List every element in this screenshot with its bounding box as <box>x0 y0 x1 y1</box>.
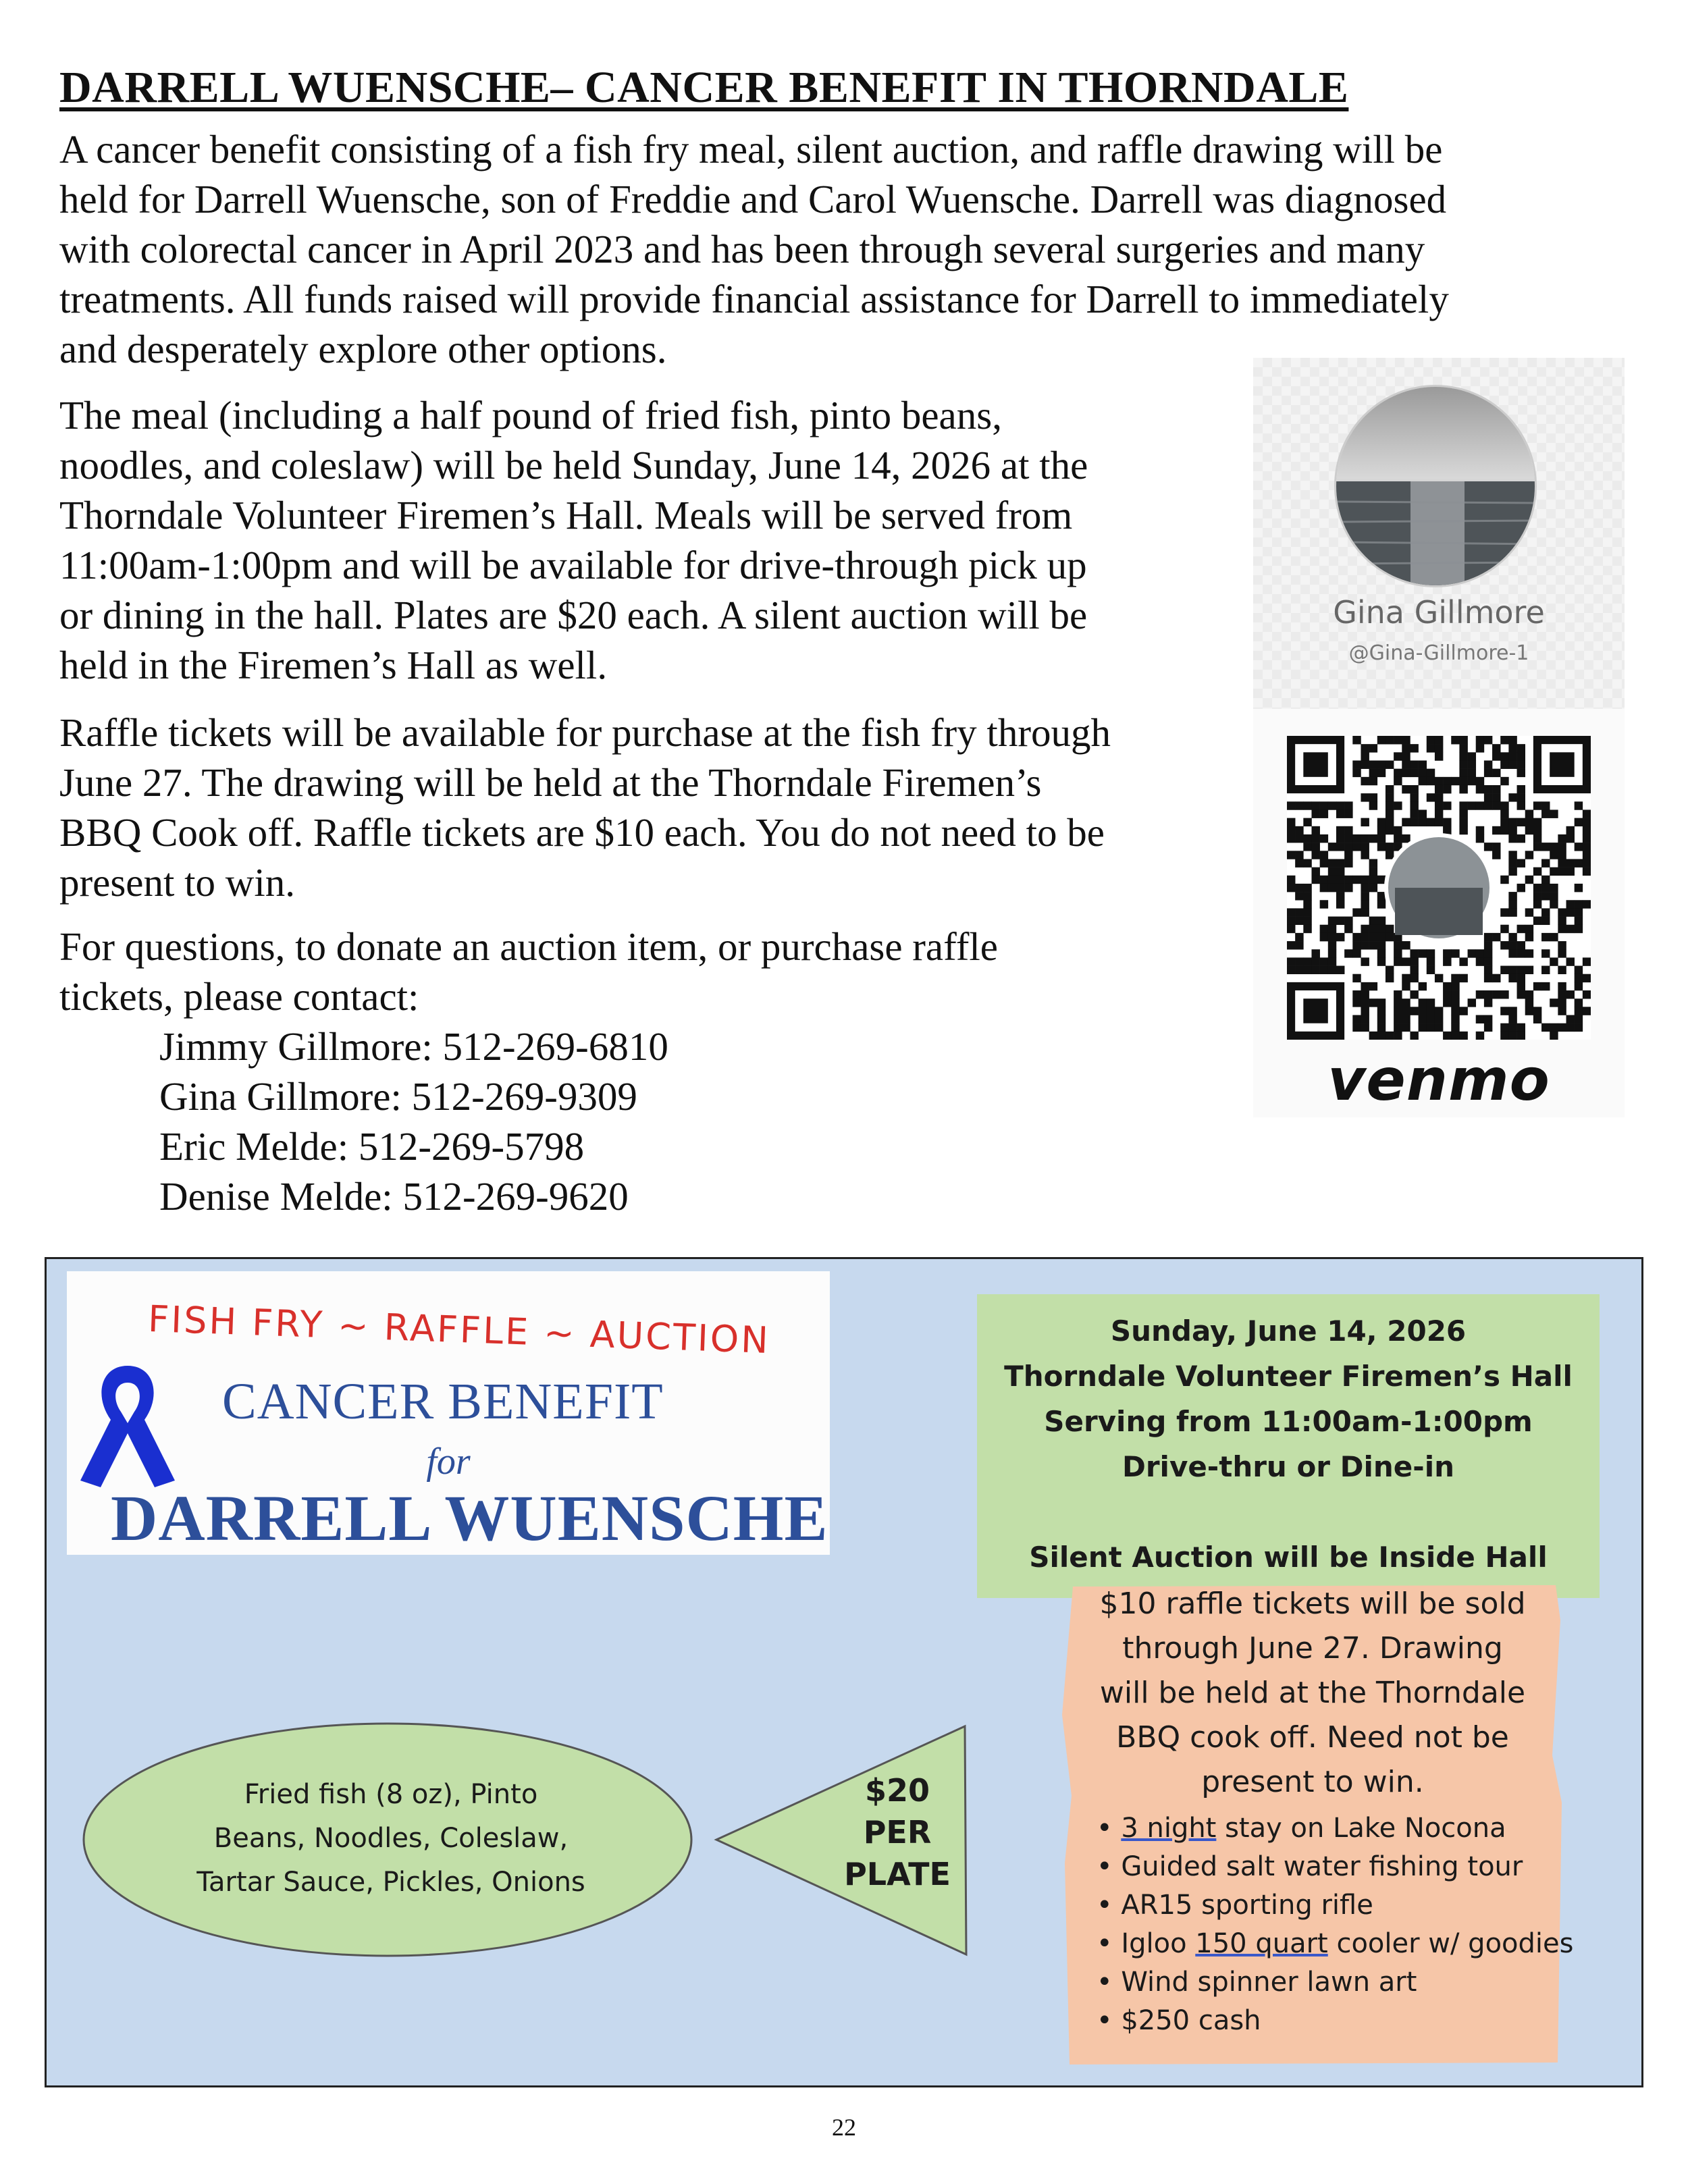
prize-text: Igloo <box>1121 1928 1196 1959</box>
article-title: DARRELL WUENSCHE– CANCER BENEFIT IN THORNDALE <box>59 63 1349 112</box>
contact-line: Denise Melde: 512-269-9620 <box>159 1174 629 1219</box>
contact-line: Eric Melde: 512-269-5798 <box>159 1124 585 1169</box>
prize-item: • AR15 sporting rifle <box>1097 1890 1373 1921</box>
price-line: $20 <box>864 1772 930 1809</box>
venmo-handle: @Gina-Gillmore-1 <box>1348 641 1529 665</box>
text-line: held in the Firemen’s Hall as well. <box>59 643 608 687</box>
menu-line: Fried fish (8 oz), Pinto <box>244 1779 538 1810</box>
contact-line: Jimmy Gillmore: 512-269-6810 <box>159 1024 668 1069</box>
page-number: 22 <box>832 2114 856 2141</box>
info-line: Sunday, June 14, 2026 <box>1110 1314 1467 1348</box>
text-line: The meal (including a half pound of fried fish, pinto beans, <box>59 393 1002 437</box>
raffle-line: $10 raffle tickets will be sold <box>1099 1587 1526 1621</box>
prize-item: • Wind spinner lawn art <box>1097 1967 1417 1998</box>
text-line: Thorndale Volunteer Firemen’s Hall. Meals will be served from <box>59 493 1073 537</box>
text-line: BBQ Cook off. Raffle tickets are $10 each. You do not need to be <box>59 810 1105 855</box>
prize-item: • $250 cash <box>1097 2005 1261 2036</box>
prize-text: cooler w/ goodies <box>1327 1928 1574 1959</box>
prize-item: • Guided salt water fishing tour <box>1097 1851 1523 1882</box>
text-line: noodles, and coleslaw) will be held Sunday, June 14, 2026 at the <box>59 443 1088 487</box>
prize-text: stay on Lake Nocona <box>1216 1813 1506 1844</box>
text-line: June 27. The drawing will be held at the Thorndale Firemen’s <box>59 760 1042 805</box>
raffle-line: BBQ cook off. Need not be <box>1116 1720 1509 1755</box>
price-line: PLATE <box>844 1856 951 1892</box>
venmo-logo: venmo <box>1327 1046 1550 1114</box>
banner-heading: FISH FRY ~ RAFFLE ~ AUCTION <box>147 1297 771 1362</box>
text-line: treatments. All funds raised will provide financial assistance for Darrell to immediately <box>59 277 1449 321</box>
info-line: Thorndale Volunteer Firemen’s Hall <box>1004 1360 1573 1393</box>
venmo-card <box>1253 358 1625 1117</box>
text-line: A cancer benefit consisting of a fish fry meal, silent auction, and raffle drawing will be <box>59 127 1443 171</box>
venmo-name: Gina Gillmore <box>1333 594 1545 631</box>
raffle-box <box>1059 1580 1574 2066</box>
price-line: PER <box>863 1814 932 1850</box>
prize-text: Guided salt water fishing tour <box>1121 1851 1523 1882</box>
prize-text: $250 cash <box>1121 2005 1261 2036</box>
raffle-line: will be held at the Thorndale <box>1099 1676 1526 1710</box>
benefit-banner <box>67 1271 830 1555</box>
prize-text: Wind spinner lawn art <box>1121 1967 1417 1998</box>
text-line: or dining in the hall. Plates are $20 each. A silent auction will be <box>59 593 1088 637</box>
event-info-box <box>977 1294 1600 1598</box>
qr-code-icon[interactable] <box>1287 736 1591 1040</box>
contact-paragraph <box>59 922 1228 1021</box>
menu-line: Beans, Noodles, Coleslaw, <box>213 1823 569 1854</box>
prize-underlined: 3 night <box>1121 1813 1217 1844</box>
prize-underlined: 150 quart <box>1195 1928 1328 1959</box>
banner-for: for <box>426 1441 471 1483</box>
intro-paragraph <box>59 124 1620 374</box>
menu-line: Tartar Sauce, Pickles, Onions <box>196 1867 585 1898</box>
text-line: with colorectal cancer in April 2023 and has been through several surgeries and many <box>59 227 1425 271</box>
contact-line: Gina Gillmore: 512-269-9309 <box>159 1074 637 1119</box>
raffle-paragraph <box>59 708 1228 907</box>
banner-title: CANCER BENEFIT <box>222 1373 664 1430</box>
banner-name: DARRELL WUENSCHE <box>111 1482 828 1554</box>
text-line: present to win. <box>59 860 296 905</box>
text-line: and desperately explore other options. <box>59 327 667 371</box>
prize-text: AR15 sporting rifle <box>1121 1890 1373 1921</box>
text-line: 11:00am-1:00pm and will be available for drive-through pick up <box>59 543 1087 587</box>
info-auction: Silent Auction will be Inside Hall <box>1029 1541 1548 1574</box>
text-line: held for Darrell Wuensche, son of Freddie and Carol Wuensche. Darrell was diagnosed <box>59 177 1447 221</box>
info-line: Drive-thru or Dine-in <box>1122 1450 1455 1483</box>
prize-item: • 3 night stay on Lake Nocona <box>1097 1813 1506 1844</box>
benefit-flyer <box>45 1257 1643 2087</box>
fish-menu-graphic <box>74 1684 985 1968</box>
raffle-line: present to win. <box>1201 1765 1424 1799</box>
prize-item: • Igloo 150 quart cooler w/ goodies <box>1097 1928 1574 1959</box>
text-line: For questions, to donate an auction item, or purchase raffle <box>59 924 998 969</box>
text-line: Raffle tickets will be available for purchase at the fish fry through <box>59 710 1111 755</box>
profile-avatar-icon <box>1334 385 1537 587</box>
raffle-line: through June 27. Drawing <box>1122 1631 1503 1666</box>
text-line: tickets, please contact: <box>59 974 419 1019</box>
info-line: Serving from 11:00am-1:00pm <box>1044 1405 1533 1438</box>
meal-paragraph <box>59 390 1228 690</box>
